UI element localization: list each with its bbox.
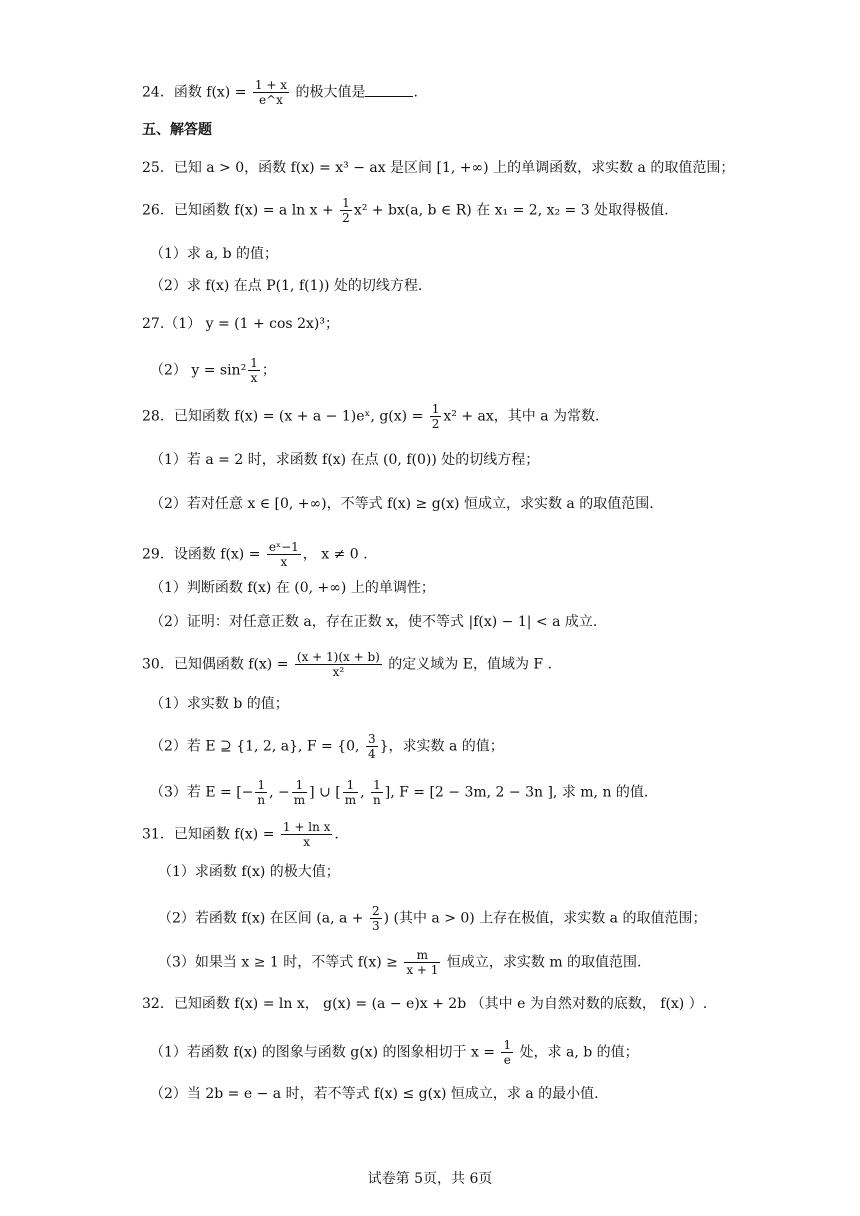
question-25: 25．已知 a > 0，函数 f(x) = x³ − ax 是区间 [1, +∞) 上的单调函数，求实数 a 的取值范围； [142,160,735,176]
question-31-part-1: （1）求函数 f(x) 的极大值； [158,864,340,880]
question-26: 26．已知函数 f(x) = a ln x + $\frac{1}{2}$ x² + bx(a, b ∈ R) 在 x₁ = 2, x₂ = 3 处取得极值. [142,196,669,225]
question-24: 24．函数 f(x) = $\frac{1 + x}{e\^{}x}$ 的极大值是 . [142,78,418,107]
question-32: 32．已知函数 f(x) = ln x， g(x) = (a − e)x + 2b （其中 e 为自然对数的底数， f(x) ）. [142,996,708,1012]
fraction: $\frac{m}{x + 1}$ [406,948,439,977]
question-28-part-2: （2）若对任意 x ∈ [0, +∞)，不等式 f(x) ≥ g(x) 恒成立，求实数 a 的取值范围. [150,496,654,512]
question-28: 28．已知函数 f(x) = (x + a − 1)eˣ, g(x) = $\frac{1}{2}$ x² + ax，其中 a 为常数. [142,402,600,431]
fraction: $\frac{1}{n}$ [373,778,381,807]
question-31: 31．已知函数 f(x) = $\frac{\text{1 + ln x}}{x}$ . [142,820,339,849]
question-31-part-3: （3）如果当 x ≥ 1 时，不等式 f(x) ≥ $\frac{m}{x + 1}$ 恒成立，求实数 m 的取值范围. [158,948,642,977]
fraction: $\frac{\text{eˣ−1}}{x}$ [268,540,299,569]
fraction: $\frac{1}{n}$ [257,778,266,807]
question-32-part-1: （1）若函数 f(x) 的图象与函数 g(x) 的图象相切于 x = $\frac{1}{e}$ 处，求 a, b 的值； [150,1038,639,1067]
fraction: $\frac{1}{e}$ [503,1038,512,1067]
question-27: 27.（1） y = (1 + cos 2x)³； [142,316,339,332]
answer-blank [365,82,413,97]
fraction: $\frac{\text{1 + ln x}}{x}$ [282,820,331,849]
fraction: $\frac{(x + 1)(x + b)}{\text{x²}}$ [296,650,380,679]
question-27-part-2: （2） y = sin² $\frac{1}{x}$ ； [150,356,276,385]
question-32-part-2: （2）当 2b = e − a 时，若不等式 f(x) ≤ g(x) 恒成立，求 a 的最小值. [150,1086,599,1102]
question-29-part-1: （1）判断函数 f(x) 在 (0, +∞) 上的单调性； [150,580,435,596]
section-heading: 五、解答题 [142,122,212,138]
fraction: $\frac{2}{3}$ [371,904,380,933]
fraction: $\frac{1}{x}$ [250,356,258,385]
fraction: $\frac{1}{m}$ [293,778,306,807]
fraction: $\frac{1}{2}$ [431,402,440,431]
question-29-part-2: （2）证明：对任意正数 a，存在正数 x，使不等式 |f(x) − 1| < a 成立. [150,614,598,630]
question-26-part-2: （2）求 f(x) 在点 P(1, f(1)) 处的切线方程. [150,278,423,294]
question-30: 30．已知偶函数 f(x) = $\frac{(x + 1)(x + b)}{\text{x²}}$ 的定义域为 E，值域为 F . [142,650,553,679]
fraction: $\frac{1}{2}$ [342,196,350,225]
question-30-part-2: （2）若 E ⊇ {1, 2, a}, F = {0, $\frac{3}{4}$ }，求实数 a 的值； [150,732,504,761]
question-30-part-3: （3）若 E = [− $\frac{1}{n}$ , − $\frac{1}{m}$ ] ∪ [ $\frac{1}{m}$ , $\frac{1}{n}$ ], F = [2 − 3m, 2 − 3n ], 求 m, n 的值. [150,778,649,807]
question-31-part-2: （2）若函数 f(x) 在区间 (a, a + $\frac{2}{3}$ ) (其中 a > 0) 上存在极值，求实数 a 的取值范围； [158,904,707,933]
question-29: 29．设函数 f(x) = $\frac{\text{eˣ−1}}{x}$ ， x ≠ 0 . [142,540,368,569]
question-28-part-1: （1）若 a = 2 时，求函数 f(x) 在点 (0, f(0)) 处的切线方程； [150,452,540,468]
question-26-part-1: （1）求 a, b 的值； [150,246,279,262]
fraction: $\frac{1}{m}$ [344,778,357,807]
fraction: $\frac{3}{4}$ [367,732,376,761]
page-footer: 试卷第 5页，共 6页 [367,1171,493,1187]
fraction: $\frac{1 + x}{e\^{}x}$ [254,78,287,107]
question-30-part-1: （1）求实数 b 的值； [150,696,289,712]
